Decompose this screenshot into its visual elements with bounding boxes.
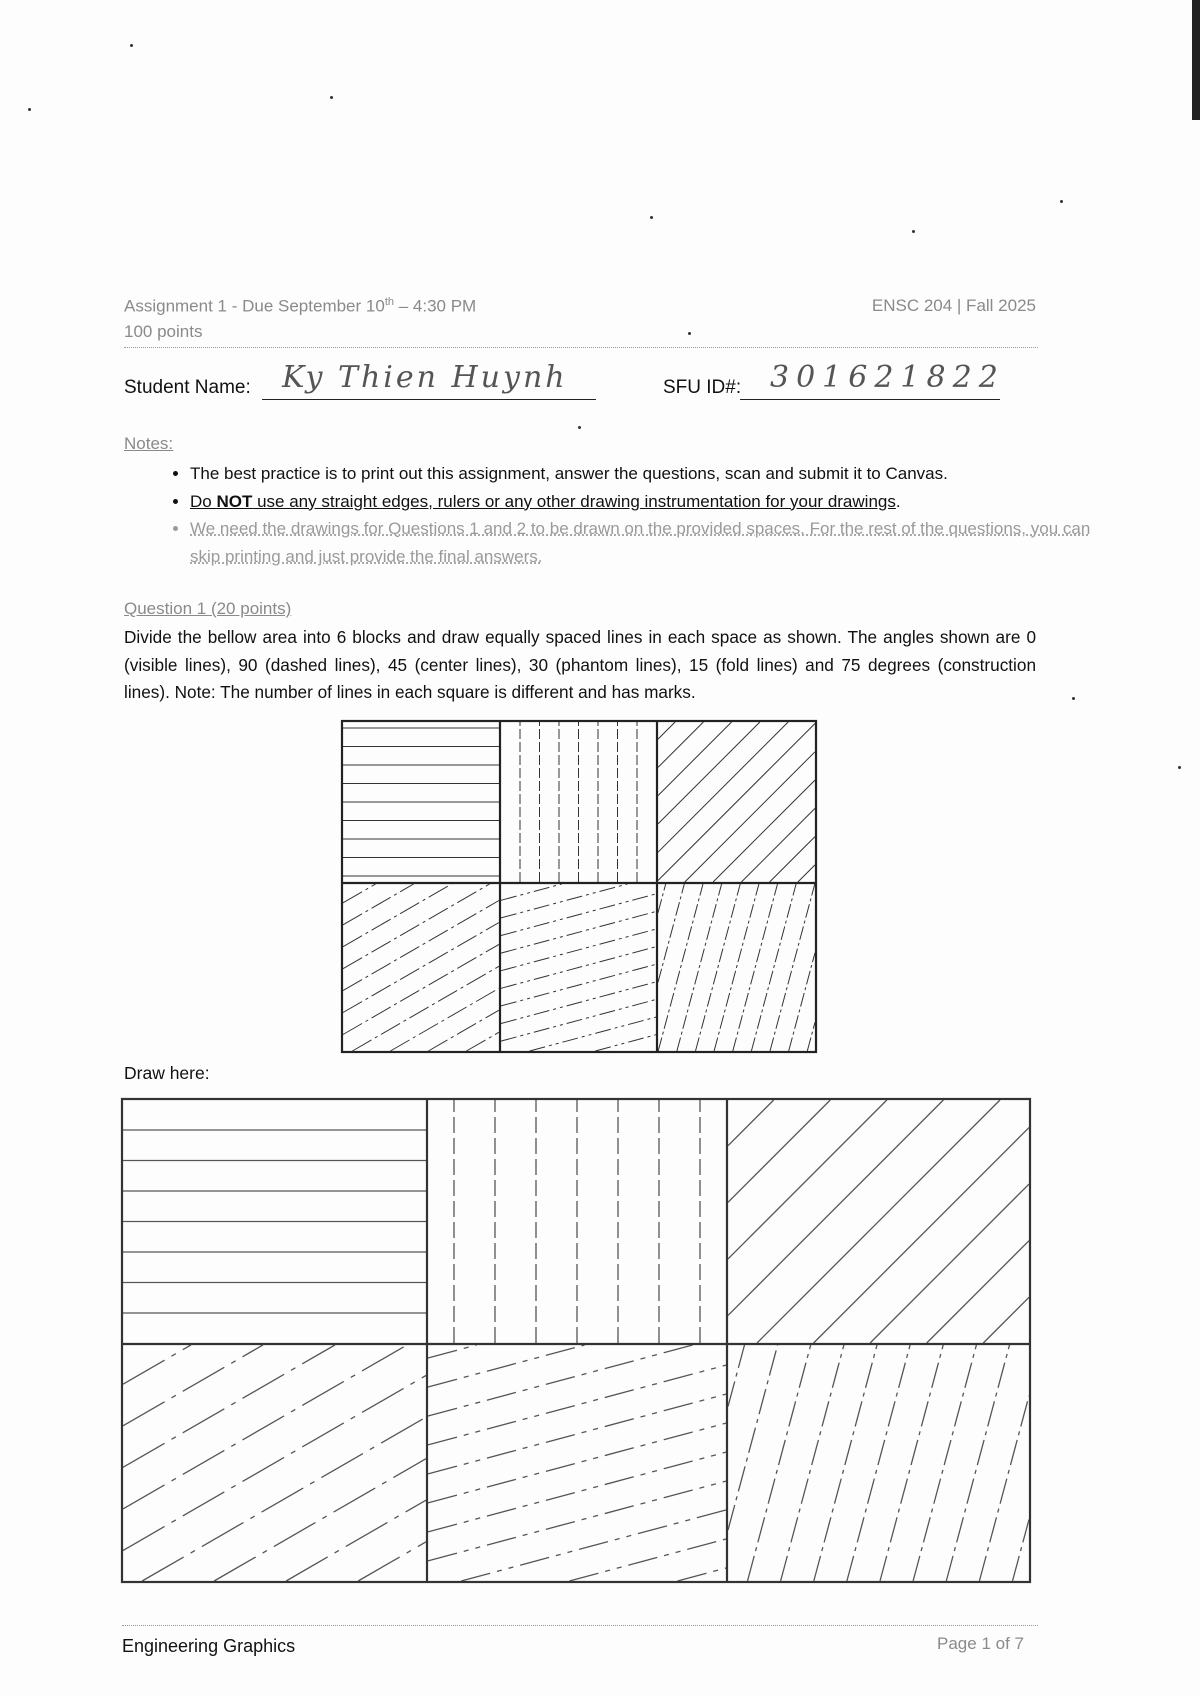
drawn-center-line xyxy=(927,1241,1029,1343)
footer-divider xyxy=(122,1625,1038,1626)
drawn-phantom-line xyxy=(142,1417,426,1581)
drawn-construction-line xyxy=(1013,1520,1030,1582)
drawn-construction-line xyxy=(728,1345,745,1407)
note-text: . xyxy=(895,491,901,511)
student-grid-border xyxy=(122,1099,1030,1582)
page-current: 1 xyxy=(981,1634,991,1653)
drawn-construction-line xyxy=(913,1345,976,1581)
drawn-center-line xyxy=(728,1100,774,1146)
assignment-due-time: – 4:30 PM xyxy=(394,296,477,316)
course-term: ENSC 204 | Fall 2025 xyxy=(871,296,1036,315)
drawn-construction-line xyxy=(781,1345,844,1581)
drawn-phantom-line xyxy=(123,1376,426,1551)
page-mid: of xyxy=(990,1634,1015,1653)
drawn-fold-line xyxy=(428,1365,726,1445)
assignment-due-text: Assignment 1 - Due September 10 xyxy=(124,296,385,316)
note-emphasis: NOT xyxy=(216,491,253,511)
drawn-phantom-line xyxy=(123,1345,191,1384)
drawn-fold-line xyxy=(428,1345,477,1358)
drawn-construction-line xyxy=(946,1345,1009,1581)
drawn-phantom-line xyxy=(358,1542,426,1581)
drawn-center-line xyxy=(728,1100,830,1202)
question-1-text: Divide the bellow area into 6 blocks and draw equally spaced lines in each space as shown. The angles shown are 0 (visible lines), 90 (dashed lines), 45 (center lines), 30 (phantom lines), 15 (fold lines) and 75 degrees (construction lines). Note: The number of lines in each square is different and has marks. xyxy=(124,627,1036,702)
drawn-construction-line xyxy=(847,1345,910,1581)
drawn-center-line xyxy=(728,1100,943,1315)
drawn-fold-line xyxy=(461,1510,726,1581)
drawn-construction-line xyxy=(728,1345,778,1530)
drawn-center-line xyxy=(983,1297,1029,1343)
drawn-fold-line xyxy=(428,1394,726,1474)
drawn-phantom-line xyxy=(123,1345,335,1467)
drawn-construction-line xyxy=(748,1345,811,1581)
page-total: 7 xyxy=(1014,1634,1024,1653)
drawn-phantom-line xyxy=(286,1500,426,1581)
drawn-fold-line xyxy=(428,1345,693,1416)
student-name-label: Student Name: xyxy=(124,377,251,398)
drawn-center-line xyxy=(814,1128,1029,1343)
drawn-phantom-line xyxy=(123,1345,407,1509)
drawn-fold-line xyxy=(428,1423,726,1503)
drawn-construction-line xyxy=(880,1345,943,1581)
note-text: Do xyxy=(190,491,217,511)
notes-title: Notes: xyxy=(124,434,174,453)
drawn-phantom-line xyxy=(123,1345,263,1426)
drawn-fold-line xyxy=(428,1481,726,1561)
page-prefix: Page xyxy=(937,1634,982,1653)
assignment-points: 100 points xyxy=(124,322,203,341)
note-text: The best practice is to print out this assignment, answer the questions, scan and submit it to Canvas. xyxy=(190,464,948,483)
student-name-handwritten: Ky Thien Huynh xyxy=(282,360,568,395)
drawn-fold-line xyxy=(678,1568,727,1581)
sfu-id-handwritten: 301621822 xyxy=(770,360,1005,395)
drawn-fold-line xyxy=(428,1452,726,1532)
footer-page-number xyxy=(937,1634,1024,1654)
note-text: use any straight edges, rulers or any other drawing instrumentation for your drawings xyxy=(252,491,896,511)
sfu-id-label: SFU ID#: xyxy=(663,377,742,398)
drawn-phantom-line xyxy=(214,1459,426,1581)
footer-course-name: Engineering Graphics xyxy=(122,1636,296,1656)
drawn-construction-line xyxy=(979,1396,1029,1581)
note-text: We need the drawings for Questions 1 and 2 to be drawn on the provided spaces. For the rest of the questions, you can skip printing and just provide the final answers. xyxy=(190,519,1091,566)
draw-here-label: Draw here: xyxy=(124,1063,210,1083)
assignment-due-sup: th xyxy=(384,296,394,308)
drawn-construction-line xyxy=(814,1345,877,1581)
question-1-title: Question 1 (20 points) xyxy=(124,599,292,618)
